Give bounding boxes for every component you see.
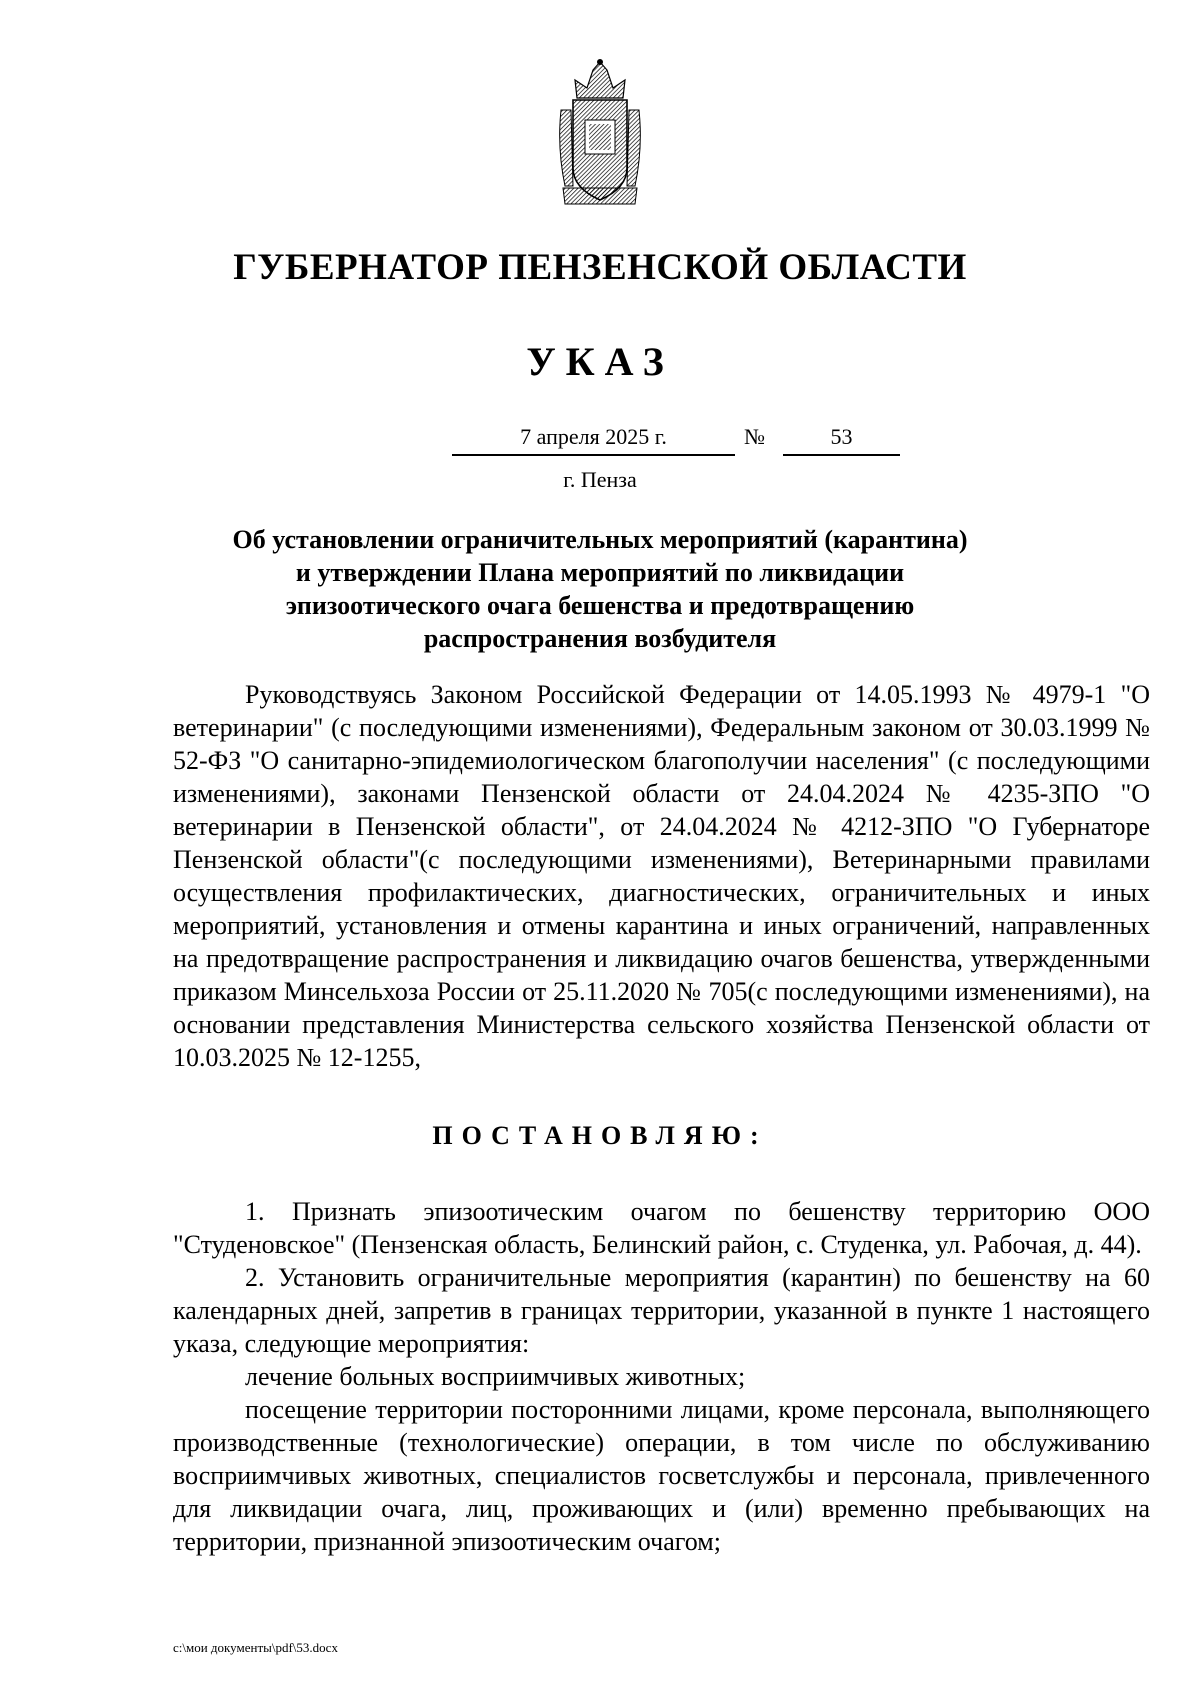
decree-items bbox=[173, 1195, 1150, 1558]
document-type: УКАЗ bbox=[526, 339, 674, 384]
preamble-paragraph: Руководствуясь Законом Российской Федерации от 14.05.1993 № 4979-1 "О ветеринарии" (с последующими изменениями), Федеральным законом от 30.03.1999 № 52-ФЗ "О санитарно-эпидемиологическом благополучии населения" (с последующими изменениями), законами Пензенской области от 24.04.2024 № 4235-ЗПО "О ветеринарии в Пензенской области", от 24.04.2024 № 4212-ЗПО "О Губернаторе Пензенской области"(с последующими изменениями), Ветеринарными правилами осуществления профилактических, диагностических, ограничительных и иных мероприятий, установления и отмены карантина и иных ограничений, направленных на предотвращение распространения и ликвидацию очагов бешенства, утвержденными приказом Минсельхоза России от 25.11.2020 № 705(с последующими изменениями), на основании представления Министерства сельского хозяйства Пензенской области от 10.03.2025 № 12-1255, bbox=[173, 680, 1150, 1072]
decree-heading: ПОСТАНОВЛЯЮ: bbox=[432, 1121, 768, 1150]
decree-item: лечение больных восприимчивых животных; bbox=[245, 1362, 746, 1391]
subject-line: и утверждении Плана мероприятий по ликвидации bbox=[295, 558, 905, 587]
document-subject bbox=[200, 523, 1000, 655]
number-sign: № bbox=[744, 424, 765, 449]
document-number: 53 bbox=[783, 420, 900, 456]
preamble bbox=[173, 678, 1150, 1074]
subject-line: Об установлении ограничительных мероприятий (карантина) bbox=[232, 525, 968, 554]
decree-item: 2. Установить ограничительные мероприятия (карантин) по бешенству на 60 календарных дней, запретив в границах территории, указанной в пункте 1 настоящего указа, следующие мероприятия: bbox=[173, 1263, 1150, 1358]
document-city: г. Пенза bbox=[563, 467, 637, 492]
decree-item: 1. Признать эпизоотическим очагом по бешенству территорию ООО "Студеновское" (Пензенская область, Белинский район, с. Студенка, ул. Рабочая, д. 44). bbox=[173, 1197, 1150, 1259]
subject-line: распространения возбудителя bbox=[423, 624, 777, 653]
penza-coat-of-arms-icon bbox=[555, 58, 645, 208]
decree-item: посещение территории посторонними лицами, кроме персонала, выполняющего производственные (технологические) операции, в том числе по обслуживанию восприимчивых животных, специалистов госветслужбы и персонала, привлеченного для ликвидации очага, лиц, проживающих и (или) временно пребывающих на территории, признанной эпизоотическим очагом; bbox=[173, 1395, 1150, 1556]
document-date: 7 апреля 2025 г. bbox=[452, 420, 735, 456]
subject-line: эпизоотического очага бешенства и предотвращению bbox=[285, 591, 915, 620]
authority-title: ГУБЕРНАТОР ПЕНЗЕНСКОЙ ОБЛАСТИ bbox=[233, 247, 967, 288]
footer-file-path: c:\мои документы\pdf\53.docx bbox=[173, 1640, 338, 1655]
